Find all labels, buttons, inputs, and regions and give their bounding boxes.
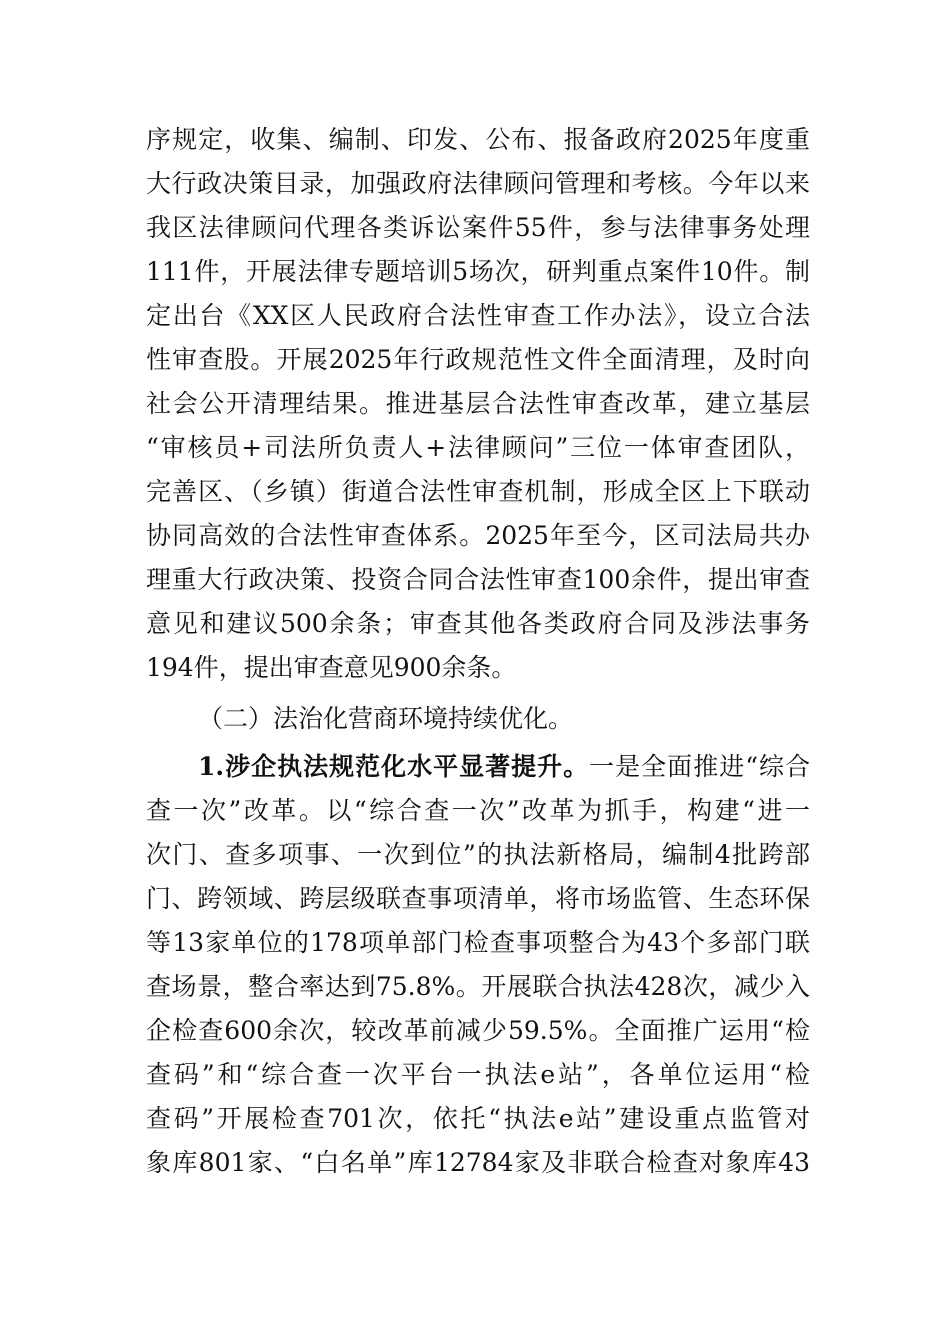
paragraph-line: 111件，开展法律专题培训5场次，研判重点案件10件。制 bbox=[146, 257, 810, 286]
first-line-text: 一是全面推进“综合 bbox=[589, 752, 810, 781]
paragraph-line: 意见和建议500余条；审查其他各类政府合同及涉法事务 bbox=[146, 609, 810, 638]
paragraph-line: 协同高效的合法性审查体系。2025年至今，区司法局共办 bbox=[146, 521, 810, 550]
paragraph-line: 企检查600余次，较改革前减少59.5%。全面推广运用“检 bbox=[146, 1016, 810, 1045]
paragraph-line: 序规定，收集、编制、印发、公布、报备政府2025年度重 bbox=[146, 125, 810, 154]
paragraph-line: 理重大行政决策、投资合同合法性审查100余件，提出审查 bbox=[146, 565, 810, 594]
paragraph-line: 定出台《XX区人民政府合法性审查工作办法》，设立合法 bbox=[146, 301, 810, 330]
paragraph-line: 社会公开清理结果。推进基层合法性审查改革，建立基层 bbox=[146, 389, 810, 418]
bold-lead-heading: 1.涉企执法规范化水平显著提升。 bbox=[198, 752, 590, 781]
paragraph-line: 性审查股。开展2025年行政规范性文件全面清理，及时向 bbox=[146, 345, 810, 374]
paragraph-line: 象库801家、“白名单”库12784家及非联合检查对象库43 bbox=[146, 1148, 810, 1177]
paragraph-line: 门、跨领域、跨层级联查事项清单，将市场监管、生态环保 bbox=[146, 884, 810, 913]
paragraph-line: 等13家单位的178项单部门检查事项整合为43个多部门联 bbox=[146, 928, 810, 957]
paragraph-line: 查场景，整合率达到75.8%。开展联合执法428次，减少入 bbox=[146, 972, 810, 1001]
paragraph-line: 查码”和“综合查一次平台一执法e站”，各单位运用“检 bbox=[146, 1060, 810, 1089]
section-heading: （二）法治化营商环境持续优化。 bbox=[198, 704, 574, 733]
paragraph-line: 我区法律顾问代理各类诉讼案件55件，参与法律事务处理 bbox=[146, 213, 810, 242]
paragraph-line: 次门、查多项事、一次到位”的执法新格局，编制4批跨部 bbox=[146, 840, 810, 869]
paragraph-line: 查码”开展检查701次，依托“执法e站”建设重点监管对 bbox=[146, 1104, 810, 1133]
paragraph-line: 大行政决策目录，加强政府法律顾问管理和考核。今年以来 bbox=[146, 169, 810, 198]
paragraph-line: 完善区、（乡镇）街道合法性审查机制，形成全区上下联动 bbox=[146, 477, 810, 506]
paragraph-line: 查一次”改革。以“综合查一次”改革为抓手，构建“进一 bbox=[146, 796, 810, 825]
paragraph-line: 194件，提出审查意见900余条。 bbox=[146, 653, 517, 682]
paragraph-line: “审核员+司法所负责人+法律顾问”三位一体审查团队， bbox=[146, 433, 810, 462]
paragraph-first-line bbox=[198, 745, 810, 789]
